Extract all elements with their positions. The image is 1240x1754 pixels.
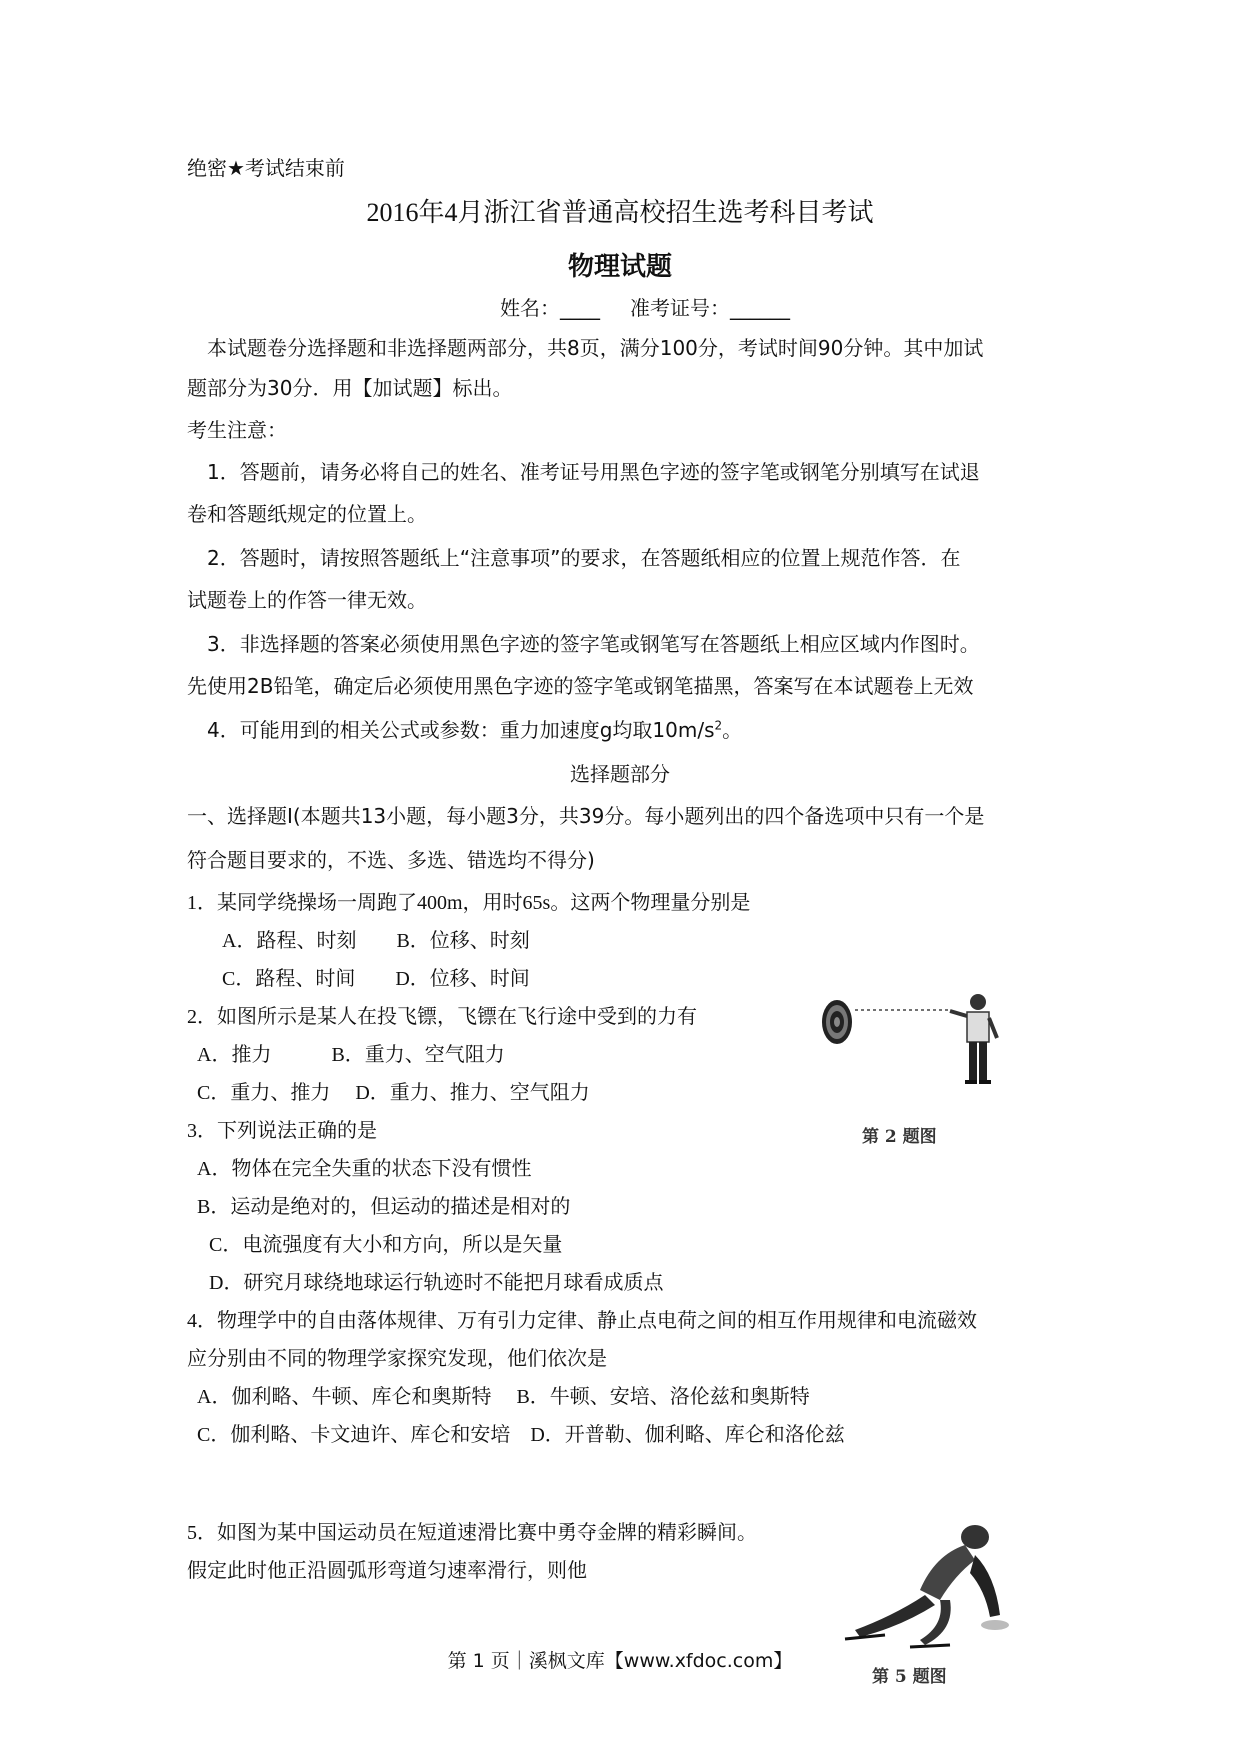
page-footer: 第 1 页｜溪枫文库【www.xfdoc.com】 <box>447 1650 793 1672</box>
section-heading: 选择题部分 <box>570 762 670 786</box>
notice-3a: 3．非选择题的答案必须使用黑色字迹的签字笔或钢笔写在答题纸上相应区域内作图时。 <box>207 632 980 656</box>
q1-options-ab: A．路程、时刻 B．位移、时刻 <box>222 930 530 952</box>
notice-2b: 试题卷上的作答一律无效。 <box>187 588 427 612</box>
name-field: 姓名：____ <box>500 296 600 320</box>
exam-id-field: 准考证号：______ <box>630 296 790 320</box>
dartboard-icon <box>822 1000 852 1044</box>
secret-mark: 绝密★考试结束前 <box>187 156 345 180</box>
skater-icon <box>845 1525 1009 1647</box>
q5-stem-2: 假定此时他正沿圆弧形弯道匀速率滑行，则他 <box>187 1560 587 1582</box>
exam-title <box>0 192 1240 229</box>
notice-2a: 2．答题时，请按照答题纸上“注意事项”的要求，在答题纸相应的位置上规范作答．在 <box>207 546 961 570</box>
notice-1a: 1．答题前，请务必将自己的姓名、准考证号用黑色字迹的签字笔或钢笔分别填写在试退 <box>207 460 980 484</box>
q2-figure-caption: 第 2 题图 <box>862 1127 937 1147</box>
q3-option-c: C．电流强度有大小和方向，所以是矢量 <box>209 1234 563 1256</box>
q2-stem: 2．如图所示是某人在投飞镖，飞镖在飞行途中受到的力有 <box>187 1006 697 1028</box>
q2-options-ab: A．推力 B．重力、空气阻力 <box>197 1044 505 1066</box>
intro-line-1: 本试题卷分选择题和非选择题两部分，共8页，满分100分，考试时间90分钟。其中加试 <box>207 336 984 360</box>
q3-option-b: B．运动是绝对的，但运动的描述是相对的 <box>197 1196 571 1218</box>
q1-stem: 1．某同学绕操场一周跑了400m，用时65s。这两个物理量分别是 <box>187 892 751 914</box>
q3-option-d: D．研究月球绕地球运行轨迹时不能把月球看成质点 <box>209 1272 664 1294</box>
subject-title: 物理试题 <box>567 252 672 282</box>
q2-options-cd: C．重力、推力 D．重力、推力、空气阻力 <box>197 1082 590 1104</box>
notice-3b: 先使用2B铅笔，确定后必须使用黑色字迹的签字笔或钢笔描黑，答案写在本试题卷上无效 <box>187 674 974 698</box>
notice-4 <box>207 714 742 743</box>
q4-stem-1: 4．物理学中的自由落体规律、万有引力定律、静止点电荷之间的相互作用规律和电流磁效 <box>187 1310 977 1332</box>
q4-options-ab: A．伽利略、牛顿、库仑和奥斯特 B．牛顿、安培、洛伦兹和奥斯特 <box>197 1386 810 1408</box>
q5-figure-caption: 第 5 题图 <box>872 1667 947 1687</box>
section-desc-2: 符合题目要求的，不选、多选、错选均不得分) <box>187 848 595 872</box>
notice-heading: 考生注意： <box>187 418 287 442</box>
intro-line-2: 题部分为30分．用【加试题】标出。 <box>187 376 513 400</box>
exam-title-text: 2016年4月浙江省普通高校招生选考科目考试 <box>366 198 874 227</box>
q5-stem-1: 5．如图为某中国运动员在短道速滑比赛中勇夺金牌的精彩瞬间。 <box>187 1522 757 1544</box>
notice-4-text: 4．可能用到的相关公式或参数：重力加速度g均取10m/s <box>207 718 715 742</box>
q3-stem: 3．下列说法正确的是 <box>187 1120 377 1142</box>
thrower-icon <box>950 994 997 1084</box>
notice-4-end: 。 <box>722 718 743 742</box>
skater-figure <box>825 1505 1025 1655</box>
q4-options-cd: C．伽利略、卡文迪许、库仑和安培 D．开普勒、伽利略、库仑和洛伦兹 <box>197 1424 845 1446</box>
q1-options-cd: C．路程、时间 D．位移、时间 <box>222 968 530 990</box>
notice-1b: 卷和答题纸规定的位置上。 <box>187 502 427 526</box>
dart-figure <box>815 990 1015 1130</box>
notice-4-superscript: 2 <box>714 718 723 733</box>
q3-option-a: A．物体在完全失重的状态下没有惯性 <box>197 1158 532 1180</box>
q4-stem-2: 应分别由不同的物理学家探究发现，他们依次是 <box>187 1348 607 1370</box>
section-desc-1: 一、选择题I(本题共13小题，每小题3分，共39分。每小题列出的四个备选项中只有一个是 <box>187 804 985 828</box>
